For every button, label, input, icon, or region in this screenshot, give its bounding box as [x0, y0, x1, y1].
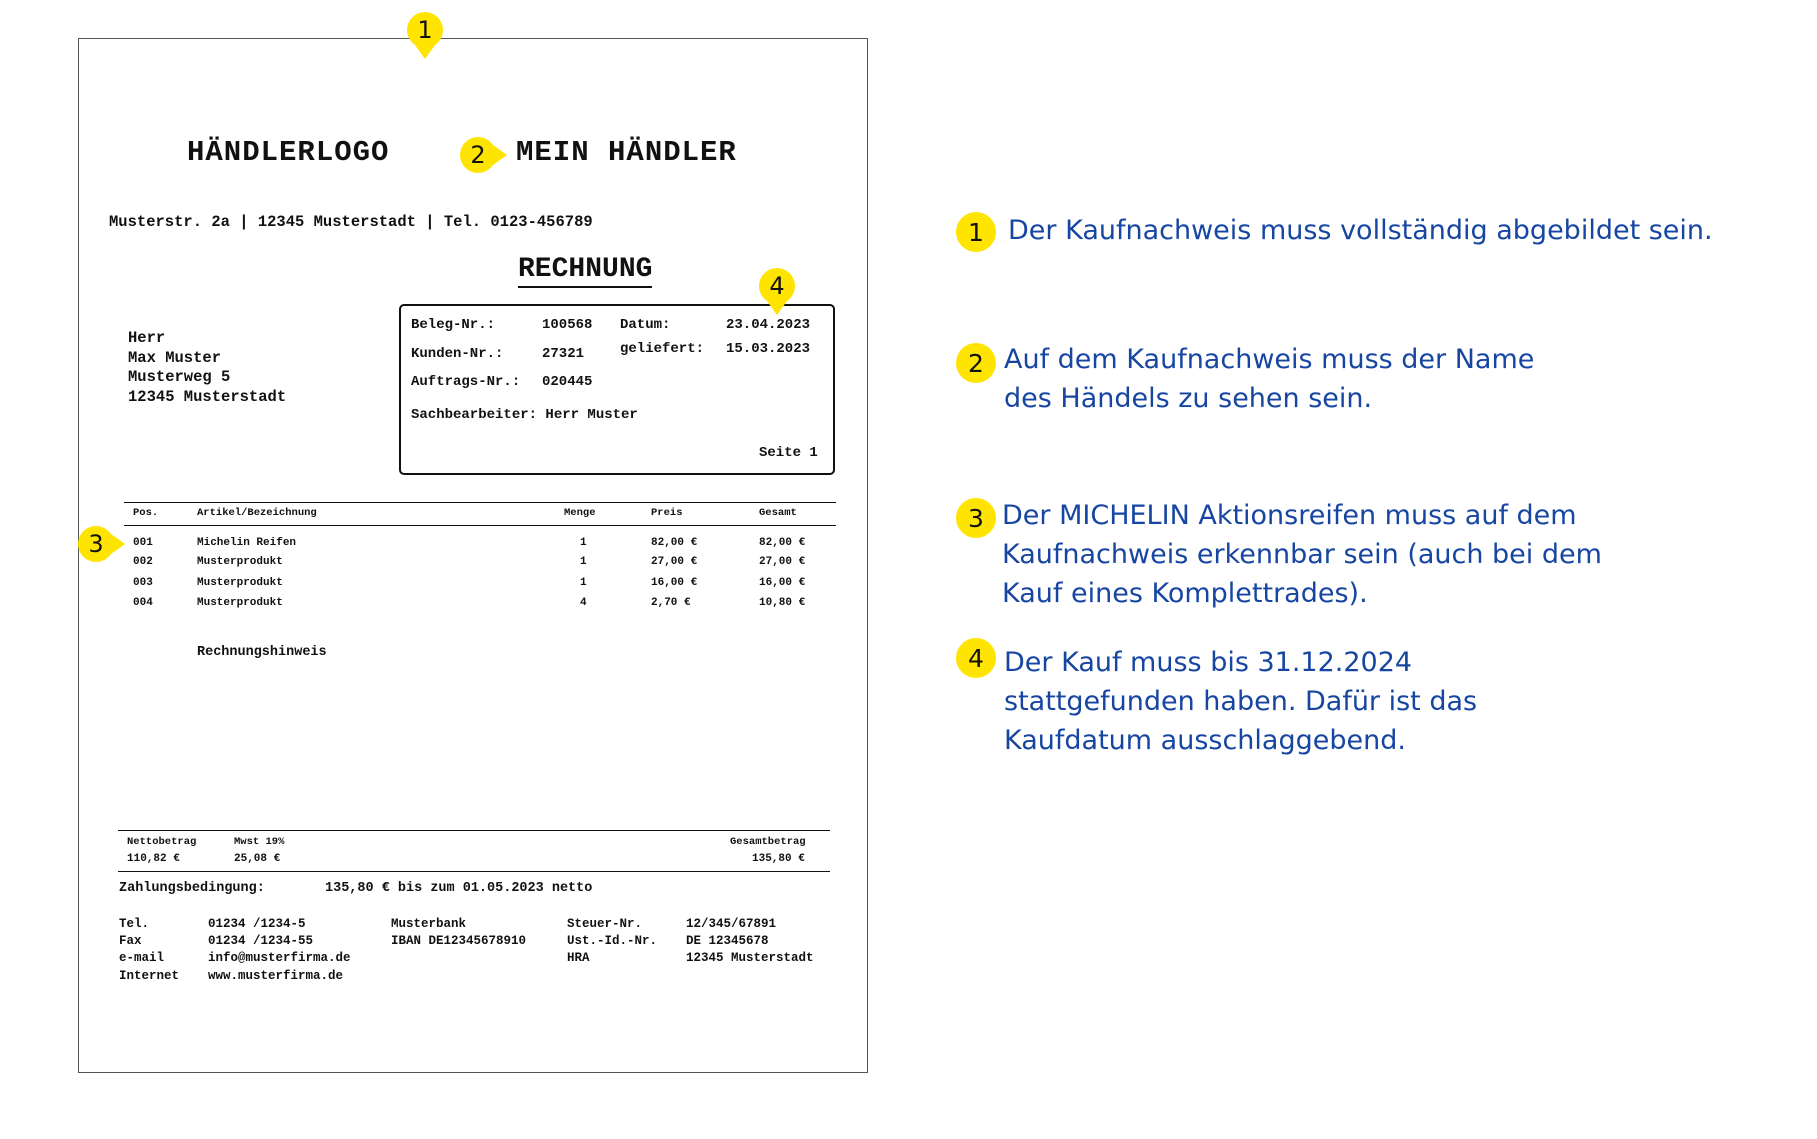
- row-qty: 4: [580, 597, 587, 609]
- datum-label: Datum:: [620, 317, 671, 333]
- row-pos: 003: [133, 577, 153, 589]
- payment-text: 135,80 € bis zum 01.05.2023 netto: [325, 881, 593, 896]
- marker-1: 1: [407, 12, 443, 48]
- note-line: Der MICHELIN Aktionsreifen muss auf dem: [1002, 500, 1577, 531]
- col-header-article: Artikel/Bezeichnung: [197, 507, 317, 519]
- footer-hra-label: HRA: [567, 951, 590, 965]
- row-article: Musterprodukt: [197, 597, 283, 609]
- marker-3: 3: [78, 526, 114, 562]
- note-line: des Händels zu sehen sein.: [1004, 383, 1373, 414]
- footer-fax-value: 01234 /1234-55: [208, 934, 314, 948]
- row-pos: 004: [133, 597, 153, 609]
- kunden-value: 27321: [542, 346, 585, 362]
- geliefert-value: 15.03.2023: [726, 341, 811, 357]
- row-article: Musterprodukt: [197, 556, 283, 568]
- customer-salutation: Herr: [128, 329, 166, 347]
- note-4-text: [1004, 643, 1477, 760]
- note-number-4: 4: [956, 638, 996, 678]
- totals-top-rule: [118, 830, 830, 831]
- payment-label: Zahlungsbedingung:: [119, 881, 265, 896]
- merchant-name: MEIN HÄNDLER: [516, 136, 737, 169]
- col-header-total: Gesamt: [759, 507, 797, 519]
- col-header-qty: Menge: [564, 507, 596, 519]
- merchant-address: Musterstr. 2a | 12345 Musterstadt | Tel. 0123-456789: [109, 213, 593, 231]
- footer-iban: IBAN DE12345678910: [391, 934, 527, 948]
- auftrag-label: Auftrags-Nr.:: [411, 374, 521, 390]
- row-total: 16,00 €: [759, 577, 806, 589]
- footer-steuer-label: Steuer-Nr.: [567, 917, 643, 931]
- marker-4: 4: [759, 268, 795, 304]
- kunden-label: Kunden-Nr.:: [411, 346, 504, 362]
- note-line: Kauf eines Komplettrades).: [1002, 578, 1368, 609]
- vat-value: 25,08 €: [234, 853, 281, 865]
- footer-ust-value: DE 12345678: [686, 934, 769, 948]
- note-line: Kaufnachweis erkennbar sein (auch bei dem: [1002, 539, 1602, 570]
- footer-email-value: info@musterfirma.de: [208, 951, 351, 965]
- footer-hra-value: 12345 Musterstadt: [686, 951, 814, 965]
- note-3-text: [1002, 496, 1602, 613]
- note-line: Kaufdatum ausschlaggebend.: [1004, 725, 1406, 756]
- customer-city: 12345 Musterstadt: [128, 387, 287, 406]
- row-total: 27,00 €: [759, 556, 806, 568]
- footer-fax-label: Fax: [119, 934, 142, 948]
- datum-value: 23.04.2023: [726, 317, 811, 333]
- vat-label: Mwst 19%: [234, 836, 285, 848]
- row-price: 2,70 €: [651, 597, 691, 609]
- footer-ust-label: Ust.-Id.-Nr.: [567, 934, 658, 948]
- invoice-hint: Rechnungshinweis: [197, 645, 327, 660]
- beleg-label: Beleg-Nr.:: [411, 317, 496, 333]
- col-header-price: Preis: [651, 507, 683, 519]
- auftrag-value: 020445: [542, 374, 593, 390]
- merchant-logo: HÄNDLERLOGO: [187, 136, 390, 169]
- row-total: 10,80 €: [759, 597, 806, 609]
- row-qty: 1: [580, 577, 587, 589]
- footer-tel-value: 01234 /1234-5: [208, 917, 306, 931]
- footer-internet-label: Internet: [119, 969, 180, 983]
- row-price: 27,00 €: [651, 556, 698, 568]
- footer-email-label: e-mail: [119, 951, 165, 965]
- footer-steuer-value: 12/345/67891: [686, 917, 777, 931]
- note-line: Der Kauf muss bis 31.12.2024: [1004, 647, 1413, 678]
- geliefert-label: geliefert:: [620, 341, 705, 357]
- note-number-1: 1: [956, 212, 996, 252]
- row-qty: 1: [580, 537, 587, 549]
- gross-label: Gesamtbetrag: [730, 836, 806, 848]
- row-pos: 001: [133, 537, 153, 549]
- note-line: Der Kaufnachweis muss vollständig abgebildet sein.: [1008, 215, 1713, 246]
- row-price: 16,00 €: [651, 577, 698, 589]
- note-line: stattgefunden haben. Dafür ist das: [1004, 686, 1478, 717]
- sachbearbeiter: Sachbearbeiter: Herr Muster: [411, 407, 638, 423]
- row-article: Musterprodukt: [197, 577, 283, 589]
- footer-tel-label: Tel.: [119, 917, 150, 931]
- marker-2: 2: [460, 137, 496, 173]
- beleg-value: 100568: [542, 317, 593, 333]
- gross-value: 135,80 €: [752, 853, 805, 865]
- page-number: Seite 1: [759, 445, 818, 461]
- customer-name: Max Muster: [128, 348, 222, 367]
- table-top-rule: [124, 502, 836, 503]
- net-value: 110,82 €: [127, 853, 180, 865]
- note-1-text: [1008, 211, 1713, 250]
- customer-address: [128, 329, 286, 407]
- note-line: Auf dem Kaufnachweis muss der Name: [1004, 344, 1535, 375]
- row-article: Michelin Reifen: [197, 537, 297, 549]
- row-qty: 1: [580, 556, 587, 568]
- totals-bottom-rule: [118, 871, 830, 872]
- row-total: 82,00 €: [759, 537, 806, 549]
- table-header-rule: [124, 525, 836, 526]
- invoice-title: RECHNUNG: [518, 254, 652, 288]
- col-header-pos: Pos.: [133, 507, 159, 519]
- customer-street: Musterweg 5: [128, 368, 231, 386]
- row-price: 82,00 €: [651, 537, 698, 549]
- footer-bank: Musterbank: [391, 917, 467, 931]
- net-label: Nettobetrag: [127, 836, 197, 848]
- row-pos: 002: [133, 556, 153, 568]
- footer-internet-value: www.musterfirma.de: [208, 969, 344, 983]
- invoice-info-box: [399, 304, 835, 475]
- note-number-3: 3: [956, 498, 996, 538]
- note-2-text: [1004, 340, 1534, 418]
- note-number-2: 2: [956, 343, 996, 383]
